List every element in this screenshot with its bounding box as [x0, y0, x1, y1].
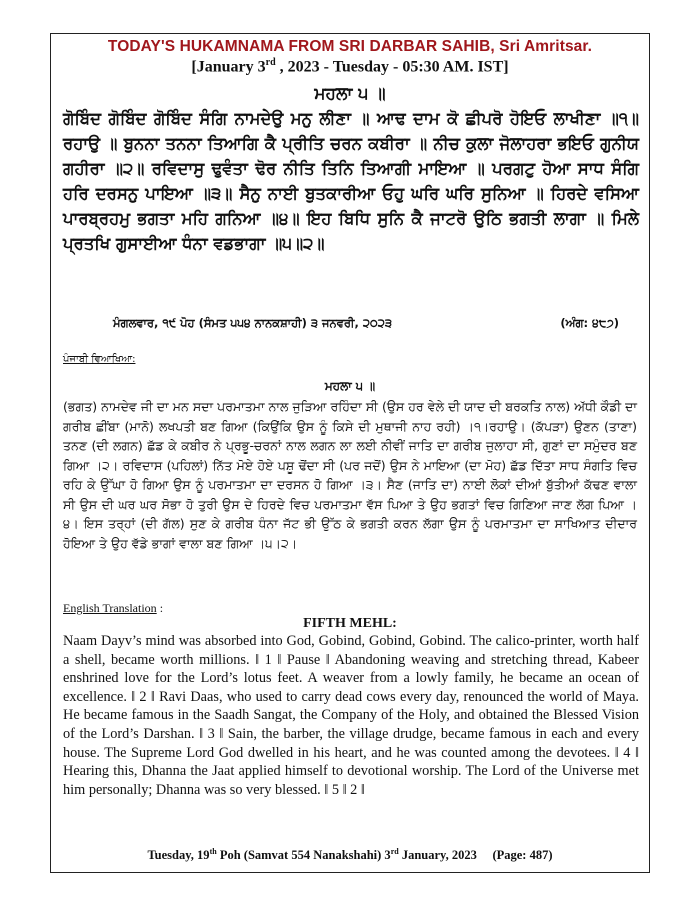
page-footer	[51, 847, 649, 863]
punjabi-explanation-text: (ਭਗਤ) ਨਾਮਦੇਵ ਜੀ ਦਾ ਮਨ ਸਦਾ ਪਰਮਾਤਮਾ ਨਾਲ ਜੁੜਿਆ ਰਹਿੰਦਾ ਸੀ (ਉਸ ਹਰ ਵੇਲੇ ਦੀ ਯਾਦ ਦੀ ਬਰਕਤਿ ਨਾਲ) ਅੱਧੀ ਕੌਡੀ ਦਾ ਗਰੀਬ ਛੀਂਬਾ (ਮਾਨੋ) ਲਖਪਤੀ ਬਣ ਗਿਆ (ਕਿਉਂਕਿ ਉਸ ਨੂੰ ਕਿਸੇ ਦੀ ਮੁਥਾਜੀ ਨਾਹ ਰਹੀ) ।੧।ਰਹਾਉ। (ਕੱਪੜਾ) ਉਣਨ (ਤਾਣਾ) ਤਨਣ (ਦੀ ਲਗਨ) ਛੱਡ ਕੇ ਕਬੀਰ ਨੇ ਪ੍ਰਭੂ-ਚਰਨਾਂ ਨਾਲ ਲਗਨ ਲਾ ਲਈ ਨੀਵੀਂ ਜਾਤਿ ਦਾ ਗਰੀਬ ਜੁਲਾਹਾ ਸੀ, ਗੁਣਾਂ ਦਾ ਸਮੁੰਦਰ ਬਣ ਗਿਆ ।੨। ਰਵਿਦਾਸ (ਪਹਿਲਾਂ) ਨਿੱਤ ਮੋਏ ਹੋਏ ਪਸ਼ੂ ਢੋਂਦਾ ਸੀ (ਪਰ ਜਦੋਂ) ਉਸ ਨੇ ਮਾਇਆ (ਦਾ ਮੋਹ) ਛੱਡ ਦਿੱਤਾ ਸਾਧ ਸੰਗਤਿ ਵਿਚ ਰਹਿ ਕੇ ਉੱਘਾ ਹੋ ਗਿਆ ਉਸ ਨੂੰ ਪਰਮਾਤਮਾ ਦਾ ਦਰਸਨ ਹੋ ਗਿਆ ।੩। ਸੈਣ (ਜਾਤਿ ਦਾ) ਨਾਈ ਲੋਕਾਂ ਦੀਆਂ ਬੁੱਤੀਆਂ ਕੱਢਣ ਵਾਲਾ ਸੀ ਉਸ ਦੀ ਘਰ ਘਰ ਸੋਭਾ ਹੋ ਤੁਰੀ ਉਸ ਦੇ ਹਿਰਦੇ ਵਿਚ ਪਰਮਾਤਮਾ ਵੱਸ ਪਿਆ ਤੇ ਉਹ ਭਗਤਾਂ ਵਿਚ ਗਿਣਿਆ ਜਾਣ ਲੱਗ ਪਿਆ ।੪। ਇਸ ਤਰ੍ਹਾਂ (ਦੀ ਗੱਲ) ਸੁਣ ਕੇ ਗਰੀਬ ਧੰਨਾ ਜੱਟ ਭੀ ਉੱਠ ਕੇ ਭਗਤੀ ਕਰਨ ਲੱਗਾ ਉਸ ਨੂੰ ਪਰਮਾਤਮਾ ਦਾ ਸਾਖਿਆਤ ਦੀਦਾਰ ਹੋਇਆ ਤੇ ਉਹ ਵੱਡੇ ਭਾਗਾਂ ਵਾਲਾ ਬਣ ਗਿਆ ।੫।੨।	[63, 399, 637, 551]
english-translation-text: Naam Dayv’s mind was absorbed into God, Gobind, Gobind, Gobind. The calico-printer, worth half a shell, became worth millions. ‖ 1 ‖ Pause ‖ Abandoning weaving and stretching thread, Kabeer enshrined love for the Lord’s lotus feet. A weaver from a lowly family, he became an ocean of excellence. ‖ 2 ‖ Ravi Daas, who used to carry dead cows every day, renounced the world of Maya. He became famous in the Saadh Sangat, the Company of the Holy, and obtained the Blessed Vision of the Lord’s Darshan. ‖ 3 ‖ Sain, the barber, the village drudge, became famous in each and every house. The Supreme Lord God dwelled in his heart, and he was counted among the devotees. ‖ 4 ‖ Hearing this, Dhanna the Jaat applied himself to devotional worship. The Lord of the Universe met him personally; Dhanna was so very blessed. ‖ 5 ‖ 2 ‖	[63, 633, 639, 798]
gurbani-footer-date: ਮੰਗਲਵਾਰ, ੧੯ ਪੋਹ (ਸੰਮਤ ੫੫੪ ਨਾਨਕਸ਼ਾਹੀ) ੩ ਜਨਵਰੀ, ੨੦੨੩	[113, 316, 393, 330]
gurbani-mehla-heading: ਮਹਲਾ ੫ ॥	[314, 84, 386, 104]
gurbani-footer-page: (ਅੰਗ: ੪੮੭)	[560, 316, 619, 330]
date-prefix: [January 3	[191, 58, 266, 76]
footer-prefix: Tuesday, 19	[147, 848, 210, 863]
gurbani-text: ਗੋਬਿੰਦ ਗੋਬਿੰਦ ਗੋਬਿੰਦ ਸੰਗਿ ਨਾਮਦੇਉ ਮਨੁ ਲੀਣਾ ॥ ਆਢ ਦਾਮ ਕੋ ਛੀਪਰੋ ਹੋਇਓ ਲਾਖੀਣਾ ॥੧॥ ਰਹਾਉ ॥ ਬੁਨਨਾ ਤਨਨਾ ਤਿਆਗਿ ਕੈ ਪ੍ਰੀਤਿ ਚਰਨ ਕਬੀਰਾ ॥ ਨੀਚ ਕੁਲਾ ਜੋਲਾਹਰਾ ਭਇਓ ਗੁਨੀਯ ਗਹੀਰਾ ॥੨॥ ਰਵਿਦਾਸੁ ਢੁਵੰਤਾ ਢੋਰ ਨੀਤਿ ਤਿਨਿ ਤਿਆਗੀ ਮਾਇਆ ॥ ਪਰਗਟੁ ਹੋਆ ਸਾਧ ਸੰਗਿ ਹਰਿ ਦਰਸਨੁ ਪਾਇਆ ॥੩॥ ਸੈਨੁ ਨਾਈ ਬੁਤਕਾਰੀਆ ਓਹੁ ਘਰਿ ਘਰਿ ਸੁਨਿਆ ॥ ਹਿਰਦੇ ਵਸਿਆ ਪਾਰਬ੍ਰਹਮੁ ਭਗਤਾ ਮਹਿ ਗਨਿਆ ॥੪॥ ਇਹ ਬਿਧਿ ਸੁਨਿ ਕੈ ਜਾਟਰੋ ਉਠਿ ਭਗਤੀ ਲਾਗਾ ॥ ਮਿਲੇ ਪ੍ਰਤਖਿ ਗੁਸਾਈਆ ਧੰਨਾ ਵਡਭਾਗਾ ॥੫॥੨॥	[63, 109, 639, 253]
gurbani-footer	[113, 316, 619, 331]
footer-middle: Poh (Samvat 554 Nanakshahi) 3	[216, 848, 391, 863]
footer-sup-th: th	[209, 847, 217, 856]
english-heading: FIFTH MEHL:	[303, 616, 397, 631]
date-superscript: rd	[265, 57, 276, 68]
punjabi-explanation-label: ਪੰਜਾਬੀ ਵਿਆਖਿਆ:	[63, 354, 136, 365]
english-label-text: English Translation	[63, 601, 157, 615]
punjabi-mehla-heading: ਮਹਲਾ ੫ ॥	[324, 379, 376, 393]
english-translation-label	[63, 601, 163, 616]
footer-page: (Page: 487)	[492, 848, 553, 863]
page-title: TODAY'S HUKAMNAMA FROM SRI DARBAR SAHIB, Sri Amritsar.	[107, 38, 593, 55]
english-label-colon: :	[156, 601, 164, 615]
footer-suffix: January, 2023	[398, 848, 477, 863]
footer-sup-rd: rd	[390, 847, 399, 856]
page-frame	[50, 33, 650, 873]
date-line	[51, 57, 649, 76]
date-suffix: , 2023 - Tuesday - 05:30 AM. IST]	[275, 58, 509, 76]
